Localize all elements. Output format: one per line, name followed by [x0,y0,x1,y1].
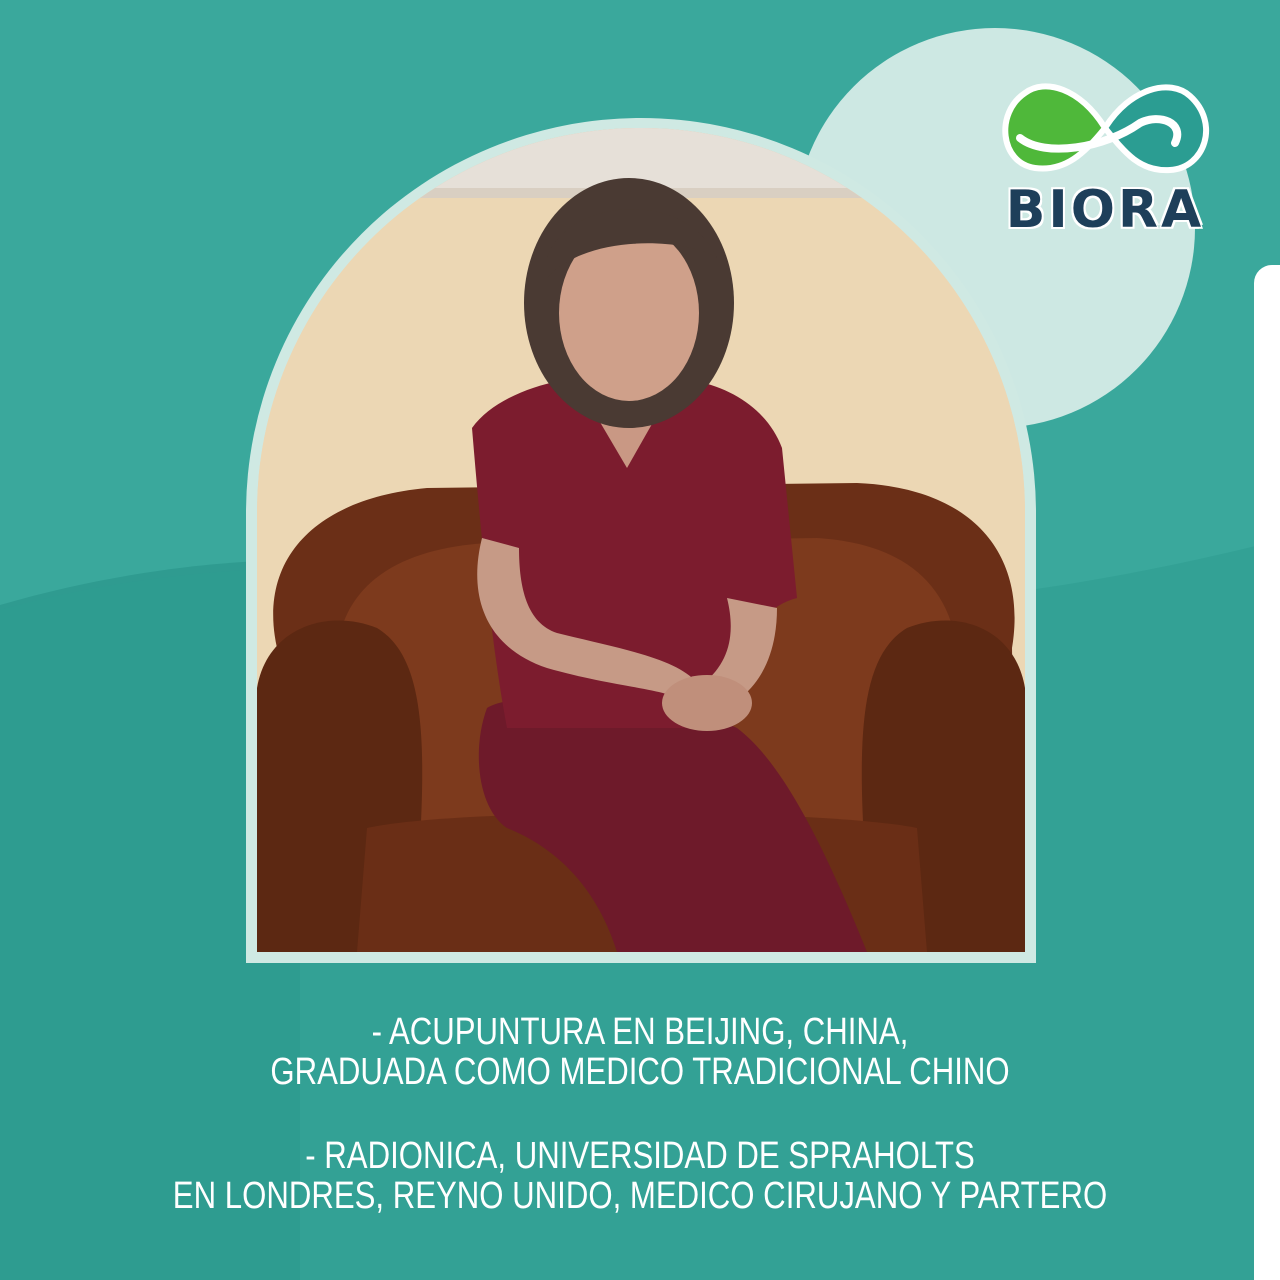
caption-radionica [164,1136,1115,1216]
logo-wordmark: BIORA [1005,180,1205,240]
biora-logo [985,68,1225,238]
caption-line: GRADUADA COMO MEDICO TRADICIONAL CHINO [270,1051,1010,1093]
caption-acupuntura [164,1012,1115,1092]
caption-line: EN LONDRES, REYNO UNIDO, MEDICO CIRUJANO Y PARTERO [172,1175,1108,1217]
portrait-illustration [257,128,1025,952]
portrait-photo [257,128,1025,952]
infinity-leaf-icon [985,68,1225,188]
decorative-strip [1254,265,1280,1280]
caption-line: - ACUPUNTURA EN BEIJING, CHINA, [371,1011,909,1053]
caption-line: - RADIONICA, UNIVERSIDAD DE SPRAHOLTS [305,1135,975,1177]
